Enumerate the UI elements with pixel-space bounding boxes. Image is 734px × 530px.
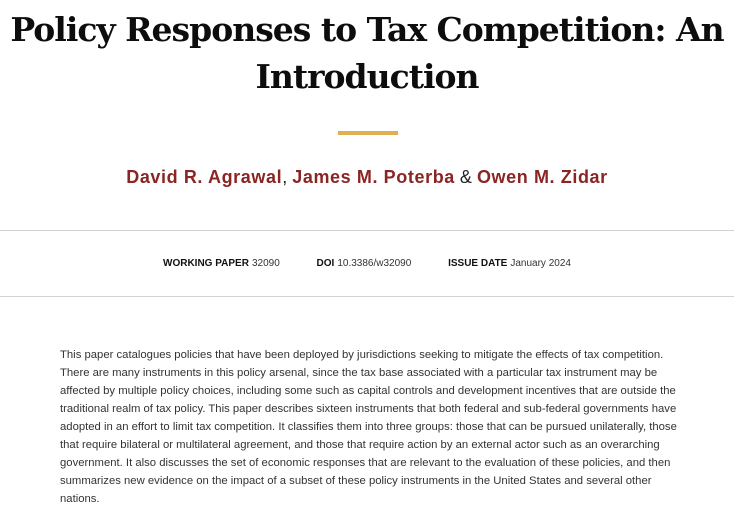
author-link[interactable]: James M. Poterba xyxy=(292,167,455,187)
title-accent-divider xyxy=(338,131,398,135)
doi-value[interactable]: 10.3386/w32090 xyxy=(337,258,412,269)
author-separator: , xyxy=(282,167,288,187)
abstract-text: This paper catalogues policies that have been deployed by jurisdictions seeking to mitigate the effects of tax competition. There are many instruments in this policy arsenal, since the tax base associated with a particular tax instrument may be affected by multiple policy choices, including some such as capital controls and development incentives that are outside the traditional realm of tax policy. This paper describes sixteen instruments that both federal and sub-federal governments have adopted in an effort to limit tax competition. It classifies them into three groups: those that can be pursued unilaterally, those that require bilateral or multilateral agreement, and those that require action by an external actor such as an overarching government. It also discusses the set of economic responses that are relevant to the evaluation of these policies, and then summarizes new evidence on the impact of a subset of these policy instruments in the United States and several other nations. xyxy=(60,349,677,505)
author-list xyxy=(0,166,734,188)
working-paper-label: WORKING PAPER xyxy=(163,258,249,269)
doi-label: DOI xyxy=(316,258,335,269)
author-link[interactable]: David R. Agrawal xyxy=(126,167,283,187)
paper-metadata xyxy=(0,257,734,271)
meta-top-divider xyxy=(0,230,734,231)
issue-date xyxy=(448,257,571,271)
issue-date-label: ISSUE DATE xyxy=(448,258,508,269)
paper-title: Policy Responses to Tax Competition: An Introduction xyxy=(10,10,724,96)
issue-date-value: January 2024 xyxy=(510,258,571,269)
author-separator: & xyxy=(459,167,472,187)
author-link[interactable]: Owen M. Zidar xyxy=(476,167,608,187)
working-paper-value: 32090 xyxy=(251,258,280,269)
doi xyxy=(317,257,412,271)
meta-bottom-divider xyxy=(0,296,734,297)
working-paper-number xyxy=(163,257,280,271)
